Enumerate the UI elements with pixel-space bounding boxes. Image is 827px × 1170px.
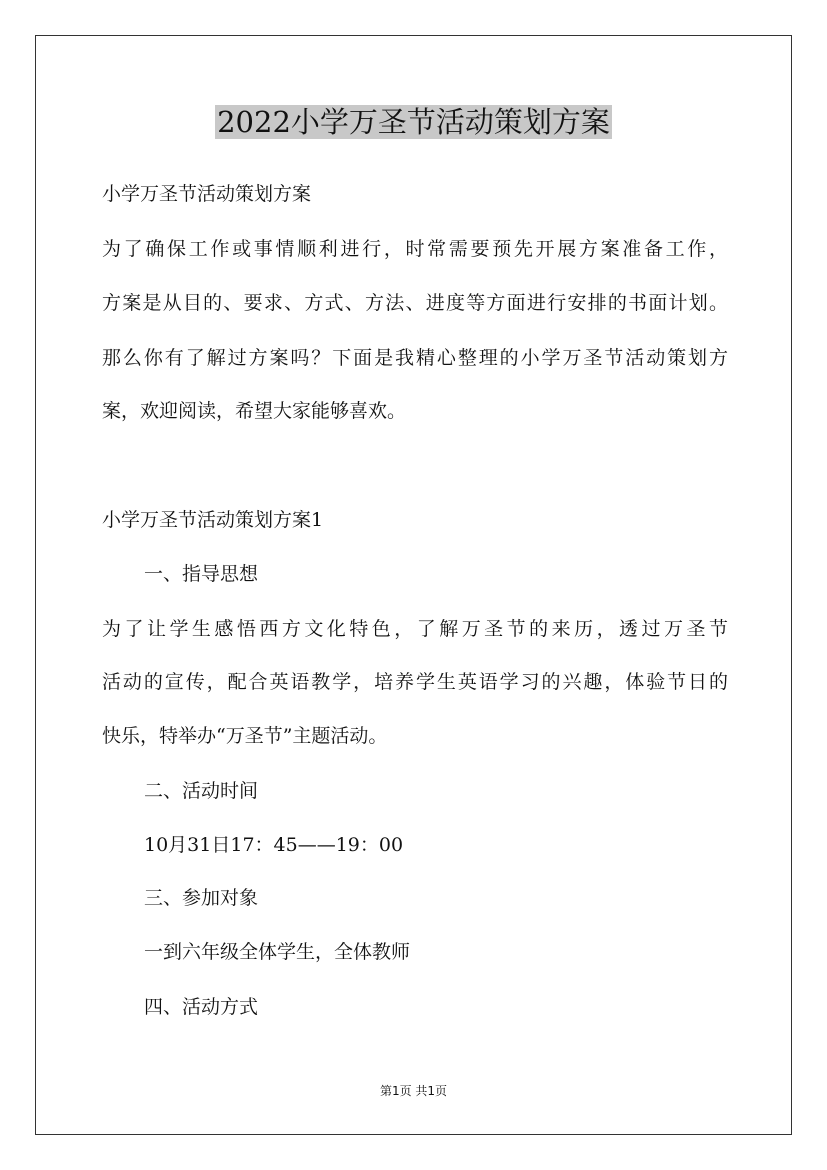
intro-heading: 小学万圣节活动策划方案 (102, 183, 312, 205)
part3-title: 三、参加对象 (144, 887, 259, 909)
part3-text: 一到六年级全体学生，全体教师 (144, 941, 411, 963)
part1-line-3: 快乐，特举办“万圣节”主题活动。 (102, 725, 388, 747)
intro-line-1: 为了确保工作或事情顺利进行，时常需要预先开展方案准备工作， (102, 238, 728, 260)
part1-title: 一、指导思想 (144, 563, 259, 585)
section1-heading: 小学万圣节活动策划方案1 (102, 509, 324, 531)
part1-line-2: 活动的宣传，配合英语教学，培养学生英语学习的兴趣，体验节日的 (102, 671, 728, 693)
document-title: 2022小学万圣节活动策划方案 (217, 105, 610, 139)
part4-title: 四、活动方式 (144, 996, 259, 1018)
intro-line-4: 案，欢迎阅读，希望大家能够喜欢。 (102, 400, 407, 422)
page-footer: 第1页 共1页 (379, 1084, 448, 1098)
part2-title: 二、活动时间 (144, 780, 259, 802)
part1-line-1: 为了让学生感悟西方文化特色，了解万圣节的来历，透过万圣节 (102, 618, 728, 640)
intro-line-3: 那么你有了解过方案吗？下面是我精心整理的小学万圣节活动策划方 (102, 347, 728, 369)
part2-text: 10月31日17：45——19：00 (144, 834, 404, 856)
intro-line-2: 方案是从目的、要求、方式、方法、进度等方面进行安排的书面计划。 (102, 292, 728, 314)
